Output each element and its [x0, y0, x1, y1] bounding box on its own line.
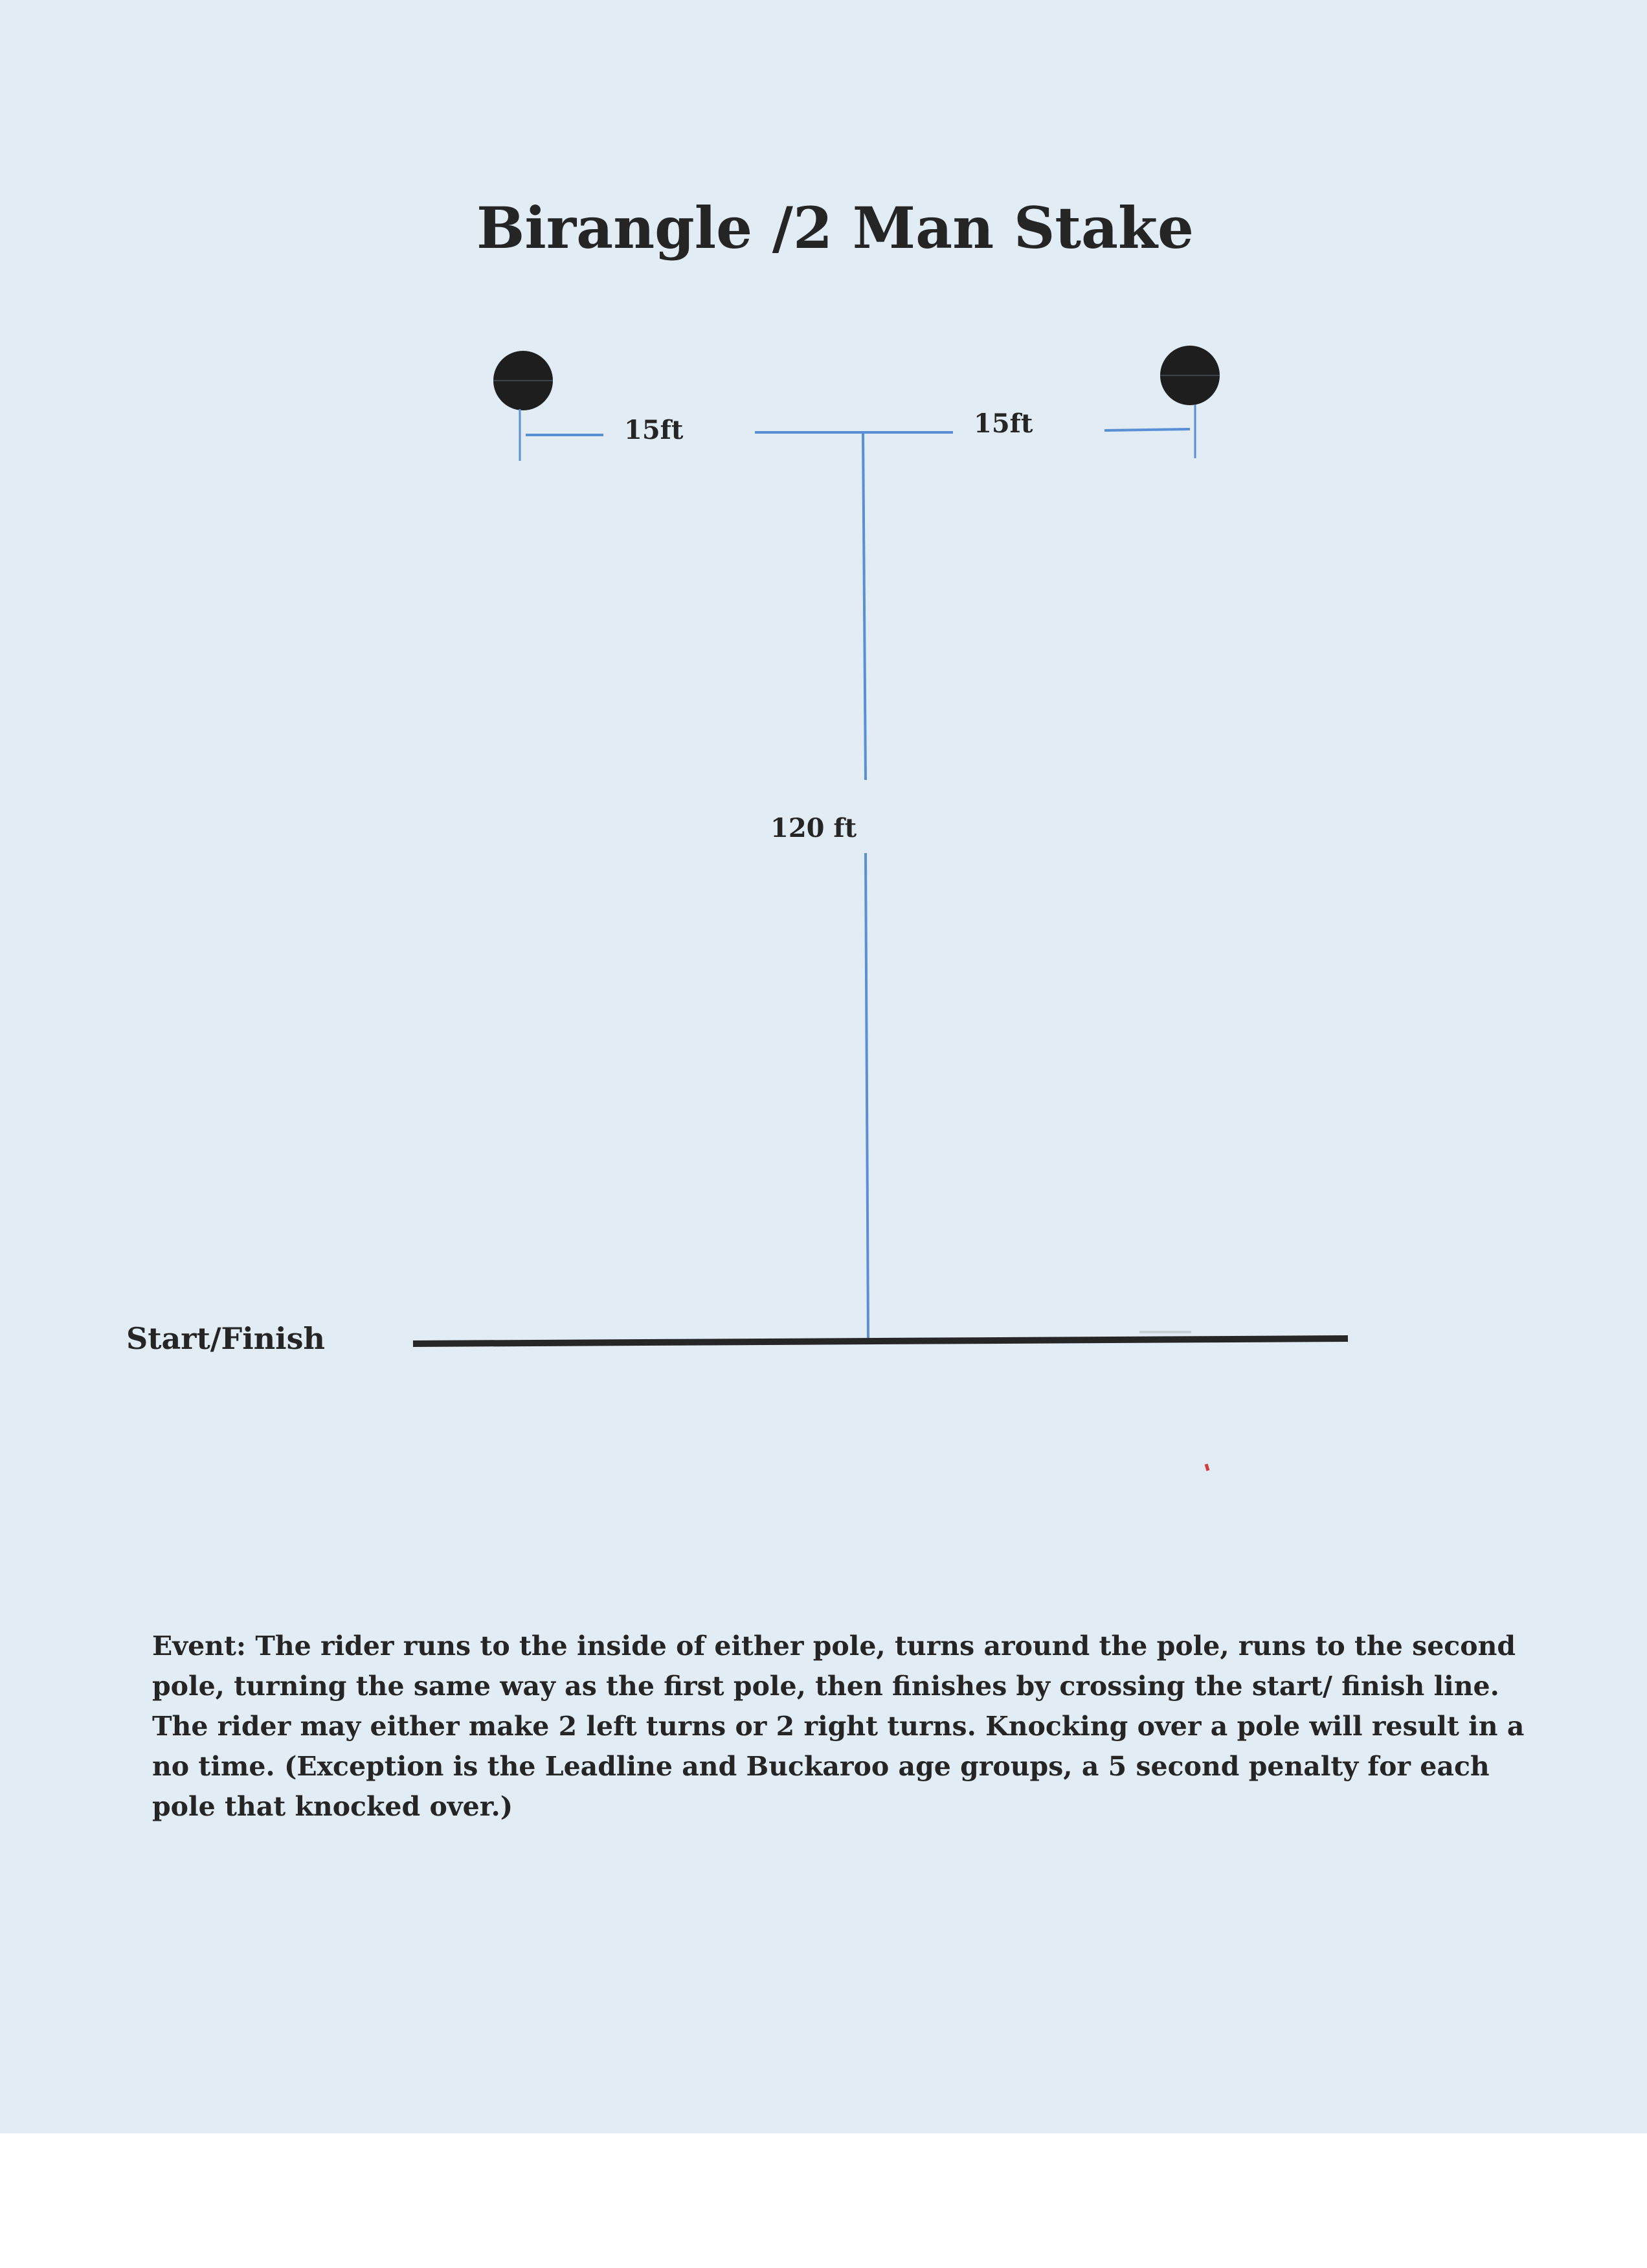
left-distance-label: 15ft [624, 415, 684, 445]
right-dimension-line-outer [1104, 429, 1190, 430]
center-line-lower [866, 853, 868, 1339]
red-speck [1206, 1464, 1208, 1471]
event-description: Event: The rider runs to the inside of either pole, turns around the pole, runs to the second pole, turning the same way as the first pole, then finishes by crossing the start/ finish line. The rider may either make 2 left turns or 2 right turns. Knocking over a pole will result in a no time. (Exception is the Leadline and Buckaroo age groups, a 5 second penalty for each pole that knocked over.) [152, 1630, 1525, 1822]
start-finish-line [413, 1339, 1348, 1344]
center-distance-label: 120 ft [770, 813, 857, 843]
start-finish-label: Start/Finish [126, 1321, 325, 1356]
right-distance-label: 15ft [974, 408, 1033, 439]
page-title: Birangle /2 Man Stake [476, 194, 1194, 261]
center-line-upper [863, 432, 866, 780]
